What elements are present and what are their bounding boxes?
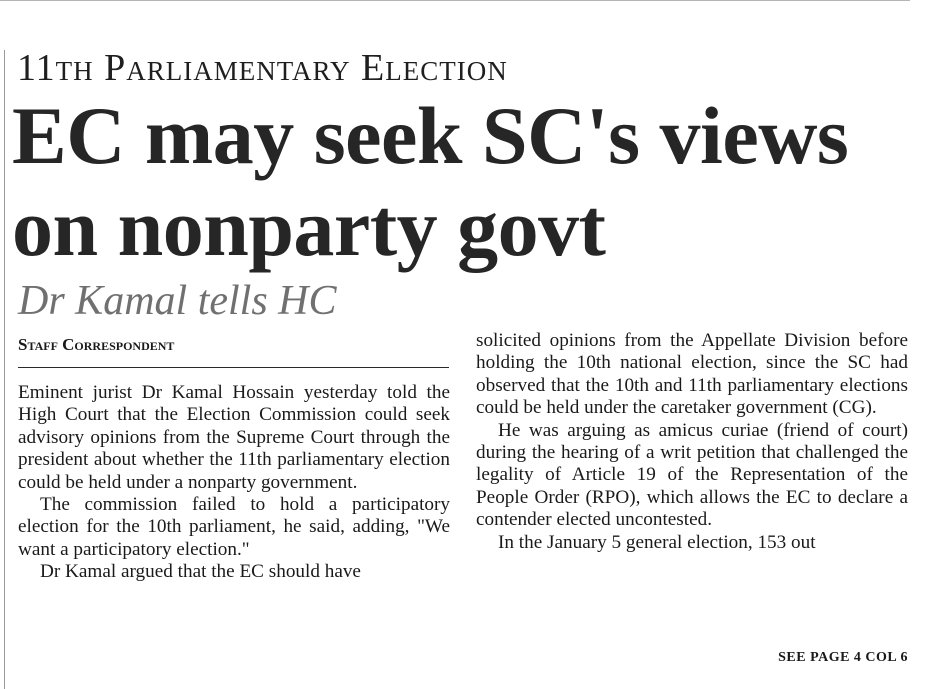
paragraph-3: Dr Kamal argued that the EC should have [40, 561, 361, 583]
headline [12, 90, 922, 274]
paragraph-1: Eminent jurist Dr Kamal Hossain yesterday told the High Court that the Election Commission could seek advisory opinions from the Supreme Court through the president about whether the 11th parliamentary election could be held under a nonparty government. [18, 382, 450, 493]
headline-line-2: on nonparty govt [12, 182, 606, 273]
article-column-2 [476, 330, 908, 554]
top-border-rule [0, 0, 910, 1]
continuation-jump-line: SEE PAGE 4 COL 6 [778, 650, 908, 665]
byline-divider [18, 367, 449, 368]
kicker: 11th Parliamentary Election [17, 47, 508, 89]
headline-line-1: EC may seek SC's views [12, 90, 849, 181]
subheadline: Dr Kamal tells HC [18, 278, 337, 324]
paragraph-2: The commission failed to hold a participatory election for the 10th parliament, he said, adding, "We want a participatory election." [18, 494, 450, 560]
paragraph-5: In the January 5 general election, 153 out [498, 531, 816, 553]
article-column-1 [18, 382, 450, 584]
left-border-rule [4, 50, 5, 689]
paragraph-3-continued: solicited opinions from the Appellate Division before holding the 10th national election, since the SC had observed that the 10th and 11th parliamentary elections could be held under the caretaker government (CG). [476, 330, 908, 419]
paragraph-4: He was arguing as amicus curiae (friend of court) during the hearing of a writ petition that challenged the legality of Article 19 of the Representation of the People Order (RPO), which allows the EC to declare a contender elected uncontested. [476, 419, 908, 531]
byline: Staff Correspondent [18, 335, 175, 354]
